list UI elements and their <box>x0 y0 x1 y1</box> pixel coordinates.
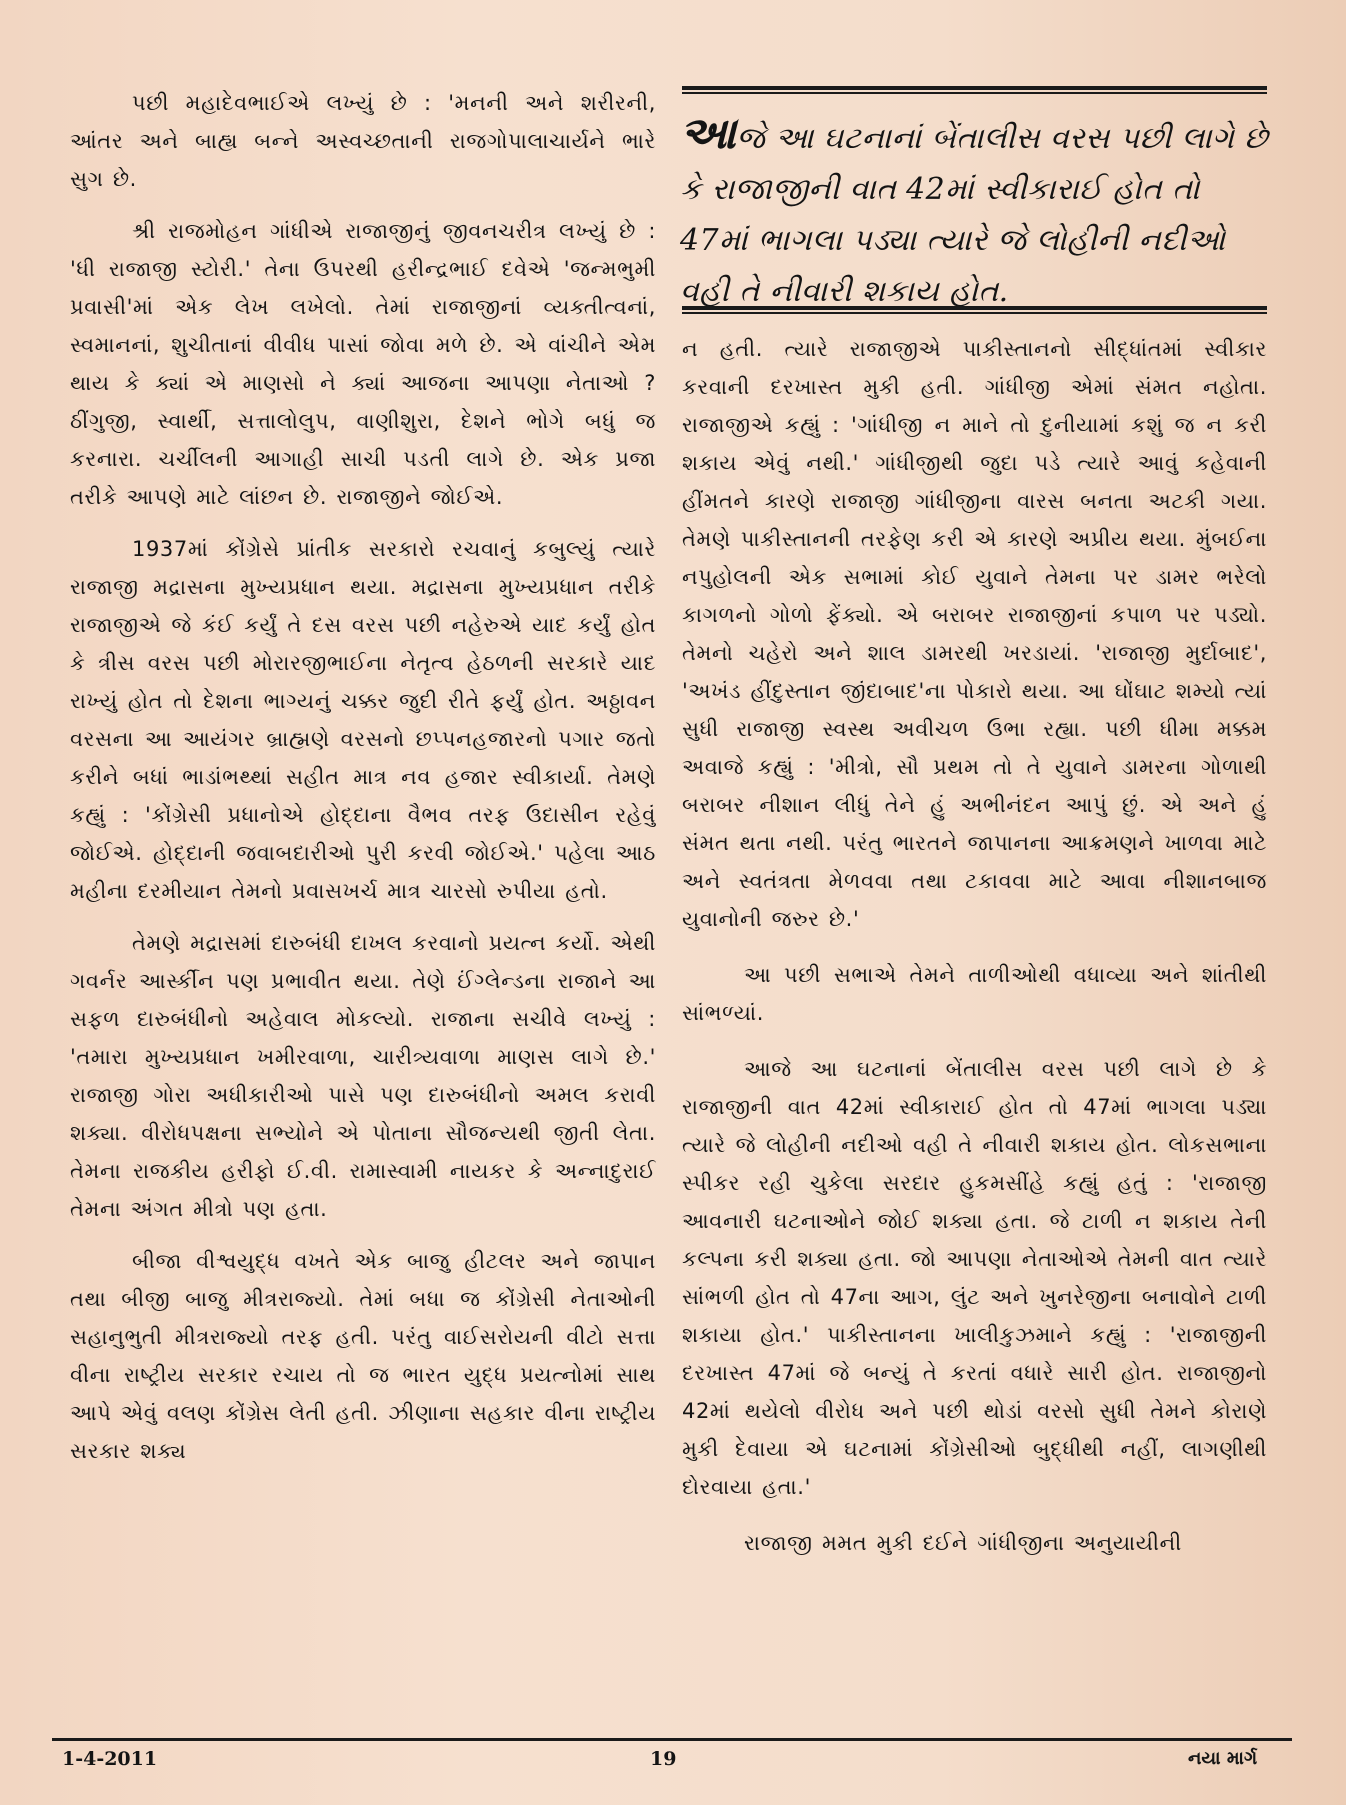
footer-rule <box>52 1738 1292 1741</box>
pullquote-text: જે આ ઘટનાનાં બેંતાલીસ વરસ પછી લાગે છે કે રાજાજીની વાત 42માં સ્વીકારાઈ હોત તો 47માં ભાગલા પડ્યા ત્યારે જે લોહીની નદીઓ વહી તે નીવારી શકાય હોત. <box>680 121 1268 309</box>
right-column <box>682 330 1267 1562</box>
page-number: 19 <box>650 1748 677 1770</box>
paragraph: આજે આ ઘટનાનાં બેંતાલીસ વરસ પછી લાગે છે કે રાજાજીની વાત 42માં સ્વીકારાઈ હોત તો 47માં ભાગલા પડ્યા ત્યારે જે લોહીની નદીઓ વહી તે નીવારી શકાય હોત. લોકસભાના સ્પીકર રહી ચુકેલા સરદાર હુકમસીંહે કહ્યું હતું : 'રાજાજી આવનારી ઘટનાઓને જોઈ શક્યા હતા. જે ટાળી ન શકાય તેની કલ્પના કરી શક્યા હતા. જો આપણા નેતાઓએ તેમની વાત ત્યારે સાંભળી હોત તો 47ના આગ, લુંટ અને ખુનરેજીના બનાવોને ટાળી શકાયા હોત.' પાકીસ્તાનના ખાલીકુઝમાને કહ્યું : 'રાજાજીની દરખાસ્ત 47માં જે બન્યું તે કરતાં વધારે સારી હોત. રાજાજીનો 42માં થયેલો વીરોધ અને પછી થોડાં વરસો સુધી તેમને કોરાણે મુકી દેવાયા એ ઘટનામાં કોંગ્રેસીઓ બુદ્ધીથી નહીં, લાગણીથી દોરવાયા હતા.' <box>682 1057 1267 1499</box>
paragraph: શ્રી રાજમોહન ગાંધીએ રાજાજીનું જીવનચરીત્ર લખ્યું છે : 'ધી રાજાજી સ્ટોરી.' તેના ઉપરથી હરીન્દ્રભાઈ દવેએ 'જન્મભુમી પ્રવાસી'માં એક લેખ લખેલો. તેમાં રાજાજીનાં વ્યક્તીત્વનાં, સ્વમાનનાં, શુચીતાનાં વીવીધ પાસાં જોવા મળે છે. એ વાંચીને એમ થાય કે ક્યાં એ માણસો ને ક્યાં આજના આપણા નેતાઓ ? ઠીંગુજી, સ્વાર્થી, સત્તાલોલુપ, વાણીશુરા, દેશને ભોગે બધું જ કરનારા. ચર્ચીલની આગાહી સાચી પડતી લાગે છે. એક પ્રજા તરીકે આપણે માટે લાંછન છે. રાજાજીને જોઈએ. <box>70 219 656 509</box>
pullquote-dropcap: આ <box>680 108 737 159</box>
paragraph: બીજા વીશ્વયુદ્ધ વખતે એક બાજુ હીટલર અને જાપાન તથા બીજી બાજુ મીત્રરાજ્યો. તેમાં બધા જ કોંગ્રેસી નેતાઓની સહાનુભુતી મીત્રરાજ્યો તરફ હતી. પરંતુ વાઈસરોયની વીટો સત્તા વીના રાષ્ટ્રીય સરકાર રચાય તો જ ભારત યુદ્ધ પ્રયત્નોમાં સાથ આપે એવું વલણ કોંગ્રેસ લેતી હતી. ઝીણાના સહકાર વીના રાષ્ટ્રીય સરકાર શક્ય <box>70 1249 656 1463</box>
magazine-name: નયા માર્ગ <box>1188 1748 1258 1769</box>
paragraph: 1937માં કોંગ્રેસે પ્રાંતીક સરકારો રચવાનું કબુલ્યું ત્યારે રાજાજી મદ્રાસના મુખ્યપ્રધાન થયા. મદ્રાસના મુખ્યપ્રધાન તરીકે રાજાજીએ જે કંઈ કર્યું તે દસ વરસ પછી નહેરુએ યાદ કર્યું હોત કે ત્રીસ વરસ પછી મોરારજીભાઈના નેતૃત્વ હેઠળની સરકારે યાદ રાખ્યું હોત તો દેશના ભાગ્યનું ચક્કર જુદી રીતે ફર્યું હોત. અઠ્ઠાવન વરસના આ આયંગર બ્રાહ્મણે વરસનો છપ્પનહજારનો પગાર જતો કરીને બધાં ભાડાંભથ્થાં સહીત માત્ર નવ હજાર સ્વીકાર્યા. તેમણે કહ્યું : 'કોંગ્રેસી પ્રધાનોએ હોદ્દાના વૈભવ તરફ ઉદાસીન રહેવું જોઈએ. હોદ્દાની જવાબદારીઓ પુરી કરવી જોઈએ.' પહેલા આઠ મહીના દરમીયાન તેમનો પ્રવાસખર્ચ માત્ર ચારસો રુપીયા હતો. <box>70 537 656 903</box>
paragraph: આ પછી સભાએ તેમને તાળીઓથી વધાવ્યા અને શાંતીથી સાંભળ્યાં. <box>682 963 1267 1025</box>
paragraph: રાજાજી મમત મુકી દઈને ગાંધીજીના અનુયાયીની <box>744 1531 1182 1555</box>
paragraph: તેમણે મદ્રાસમાં દારુબંધી દાખલ કરવાનો પ્રયત્ન કર્યો. એથી ગવર્નર આર્સ્કીન પણ પ્રભાવીત થયા. તેણે ઈંગ્લેન્ડના રાજાને આ સફળ દારુબંધીનો અહેવાલ મોકલ્યો. રાજાના સચીવે લખ્યું : 'તમારા મુખ્યપ્રધાન ખમીરવાળા, ચારીત્ર્યવાળા માણસ લાગે છે.' રાજાજી ગોરા અધીકારીઓ પાસે પણ દારુબંધીનો અમલ કરાવી શક્યા. વીરોધપક્ષના સભ્યોને એ પોતાના સૌજન્યથી જીતી લેતા. તેમના રાજકીય હરીફો ઈ.વી. રામાસ્વામી નાયકર કે અન્નાદુરાઈ તેમના અંગત મીત્રો પણ હતા. <box>70 931 656 1221</box>
pullquote-bottom-rule <box>682 306 1267 314</box>
paragraph: ન હતી. ત્યારે રાજાજીએ પાકીસ્તાનનો સીદ્ધાંતમાં સ્વીકાર કરવાની દરખાસ્ત મુકી હતી. ગાંધીજી એમાં સંમત નહોતા. રાજાજીએ કહ્યું : 'ગાંધીજી ન માને તો દુનીયામાં કશું જ ન કરી શકાય એવું નથી.' ગાંધીજીથી જુદા પડે ત્યારે આવું કહેવાની હીંમતને કારણે રાજાજી ગાંધીજીના વારસ બનતા અટકી ગયા. તેમણે પાકીસ્તાનની તરફેણ કરી એ કારણે અપ્રીય થયા. મુંબઈના નપુહોલની એક સભામાં કોઈ યુવાને તેમના પર ડામર ભરેલો કાગળનો ગોળો ફેંક્યો. એ બરાબર રાજાજીનાં કપાળ પર પડ્યો. તેમનો ચહેરો અને શાલ ડામરથી ખરડાયાં. 'રાજાજી મુર્દાબાદ', 'અખંડ હીંદુસ્તાન જીંદાબાદ'ના પોકારો થયા. આ ઘોંઘાટ શમ્યો ત્યાં સુધી રાજાજી સ્વસ્થ અવીચળ ઉભા રહ્યા. પછી ધીમા મક્કમ અવાજે કહ્યું : 'મીત્રો, સૌ પ્રથમ તો તે યુવાને ડામરના ગોળાથી બરાબર નીશાન લીધું તેને હું અભીનંદન આપું છું. એ અને હું સંમત થતા નથી. પરંતુ ભારતને જાપાનના આક્રમણને ખાળવા માટે અને સ્વતંત્રતા મેળવવા તથા ટકાવવા માટે આવા નીશાનબાજ યુવાનોની જરુર છે.' <box>682 337 1267 931</box>
footer-date: 1-4-2011 <box>62 1748 158 1770</box>
paragraph: પછી મહાદેવભાઈએ લખ્યું છે : 'મનની અને શરીરની, આંતર અને બાહ્ય બન્ને અસ્વચ્છતાની રાજગોપાલાચાર્યને ભારે સુગ છે. <box>70 91 656 191</box>
pullquote-top-rule <box>682 86 1267 94</box>
left-column <box>70 84 656 1470</box>
pullquote <box>680 108 1270 317</box>
